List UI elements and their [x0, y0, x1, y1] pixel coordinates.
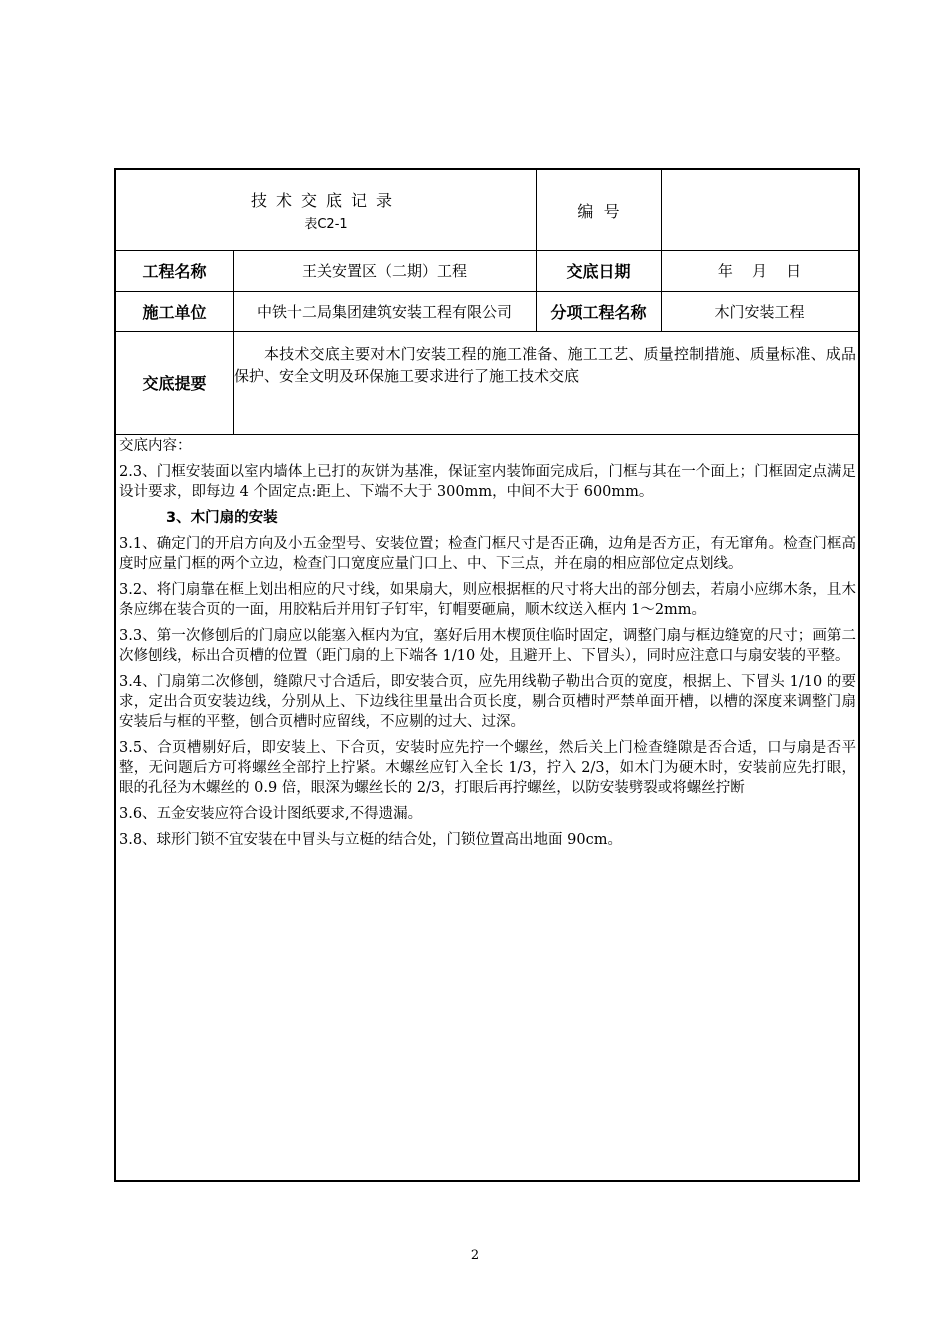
content-paragraph: 3.2、将门扇靠在框上划出相应的尺寸线，如果扇大，则应根据框的尺寸将大出的部分刨去，若扇小应绑木条，且木条应绑在装合页的一面，用胶粘后并用钉子钉牢，钉帽要砸扁，顺木纹送入框内 1～2mm。	[119, 582, 856, 618]
project-name-value: 王关安置区（二期）工程	[301, 262, 467, 280]
content-paragraph: 3.8、球形门锁不宜安装在中冒头与立梃的结合处，门锁位置高出地面 90cm。	[119, 832, 622, 848]
contractor-value: 中铁十二局集团建筑安装工程有限公司	[256, 302, 512, 321]
summary-text: 本技术交底主要对木门安装工程的施工准备、施工工艺、质量控制措施、质量标准、成品保护、安全文明及环保施工要求进行了施工技术交底	[234, 345, 856, 385]
content-paragraph: 3.3、第一次修刨后的门扇应以能塞入框内为宜，塞好后用木楔顶住临时固定，调整门扇与框边缝宽的尺寸；画第二次修刨线，标出合页槽的位置（距门扇的上下端各 1/10 处，且避开上、下冒头），同时应注意口与扇安装的平整。	[119, 628, 856, 664]
content-paragraph: 3.4、门扇第二次修刨，缝隙尺寸合适后，即安装合页，应先用线勒子勒出合页的宽度，根据上、下冒头 1/10 的要求，定出合页安装边线，分别从上、下边线往里量出合页长度，剔合页槽时严禁单面开槽，以槽的深度来调整门扇安装后与框的平整，刨合页槽时应留线，不应剔的过大、过深。	[119, 674, 856, 730]
number-label: 编 号	[577, 201, 620, 221]
content-paragraph: 3.1、确定门的开启方向及小五金型号、安装位置；检查门框尺寸是否正确，边角是否方正，有无窜角。检查门框高度时应量门框的两个立边，检查门口宽度应量门口上、中、下三点，并在扇的相应部位定点划线。	[119, 536, 856, 572]
summary-cell	[116, 331, 858, 434]
project-name-label: 工程名称	[142, 262, 207, 281]
section-heading: 3、木门扇的安装	[166, 510, 278, 526]
number-value[interactable]	[661, 170, 858, 250]
form-title-cell	[116, 170, 536, 250]
content-paragraph: 3.6、五金安装应符合设计图纸要求,不得遗漏。	[119, 806, 423, 822]
form-title: 技术交底记录	[250, 191, 401, 210]
page-number: 2	[470, 1248, 480, 1263]
contractor-label: 施工单位	[142, 302, 207, 322]
subproject-label: 分项工程名称	[550, 302, 647, 322]
summary-label: 交底提要	[142, 374, 207, 393]
content-paragraph: 2.3、门框安装面以室内墙体上已打的灰饼为基准，保证室内装饰面完成后，门框与其在一个面上；门框固定点满足设计要求，即每边 4 个固定点:距上、下端不大于 300mm，中间不大于 600mm。	[119, 464, 856, 500]
form-code: 表C2-1	[304, 217, 348, 232]
date-label: 交底日期	[566, 262, 631, 281]
content-label: 交底内容：	[119, 438, 192, 454]
technical-disclosure-form	[114, 168, 860, 1182]
date-value: 年 月 日	[717, 262, 802, 280]
content-paragraph: 3.5、合页槽剔好后，即安装上、下合页，安装时应先拧一个螺丝，然后关上门检查缝隙是否合适，口与扇是否平整，无问题后方可将螺丝全部拧上拧紧。木螺丝应钉入全长 1/3，拧入 2/3，如木门为硬木时，安装前应先打眼，眼的孔径为木螺丝的 0.9 倍，眼深为螺丝长的 2/3，打眼后再拧螺丝，以防安装劈裂或将螺丝拧断	[119, 740, 856, 796]
disclosure-content	[116, 434, 858, 856]
subproject-value: 木门安装工程	[714, 302, 805, 321]
